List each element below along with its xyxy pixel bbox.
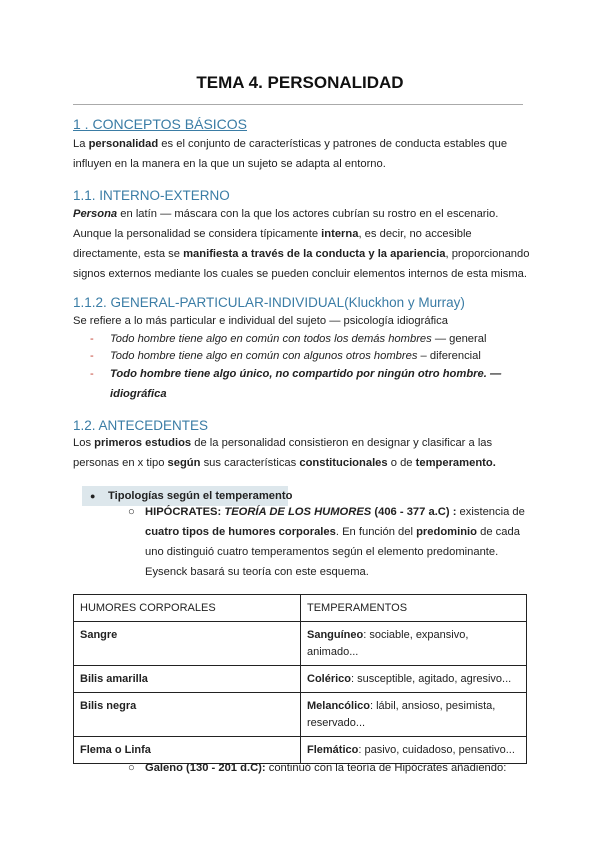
table-row xyxy=(74,622,527,666)
paragraph-hipocrates xyxy=(145,502,527,582)
page-title: TEMA 4. PERSONALIDAD xyxy=(196,73,404,92)
dash-marker: - xyxy=(90,368,94,380)
dash-marker: - xyxy=(90,350,94,362)
italic-text: Todo hombre tiene algo en común con todos los demás hombres xyxy=(110,333,432,345)
text: continuó con la teoría de Hipócrates añadiendo: xyxy=(265,762,507,774)
bold-text: Colérico xyxy=(307,673,352,685)
italic-bold-text: TEORÍA DE LOS HUMORES xyxy=(224,506,372,518)
paragraph-personalidad xyxy=(73,134,533,174)
text: sus características xyxy=(200,457,300,469)
heading-general-particular: 1.1.2. GENERAL-PARTICULAR-INDIVIDUAL(Kluckhon y Murray) xyxy=(73,295,465,310)
text: : lábil, ansioso, pesimista, reservado... xyxy=(307,700,496,729)
table-row xyxy=(74,693,527,737)
bullet-icon: ● xyxy=(90,491,96,501)
circle-bullet-icon: ○ xyxy=(128,762,135,774)
humores-table xyxy=(73,594,527,764)
bold-text: Galeno (130 - 201 d.C): xyxy=(145,762,266,774)
dash-marker: - xyxy=(90,333,94,345)
bold-text: personalidad xyxy=(88,138,159,150)
text: Los xyxy=(73,437,95,449)
paragraph-persona xyxy=(73,204,533,284)
bold-text: interna xyxy=(321,228,359,240)
heading-antecedentes: 1.2. ANTECEDENTES xyxy=(73,418,209,433)
text: existencia de xyxy=(456,506,525,518)
list-item-text xyxy=(110,364,530,404)
paragraph-idiografica: Se refiere a lo más particular e individual del sujeto — psicología idiográfica xyxy=(73,315,448,327)
bold-text: constitucionales xyxy=(299,457,388,469)
humor-cell: Bilis negra xyxy=(74,693,301,737)
table-header-row xyxy=(74,595,527,622)
bold-text: temperamento. xyxy=(415,457,496,469)
heading-conceptos-basicos: 1 . CONCEPTOS BÁSICOS xyxy=(73,116,248,132)
text: : sociable, expansivo, animado... xyxy=(307,629,469,658)
bold-text: cuatro tipos de humores corporales xyxy=(145,526,336,538)
text: en latín — máscara con la que los actores cubrían su rostro en el escenario. Aunque la personalidad se considera típicamente xyxy=(73,208,499,240)
text: — general xyxy=(431,333,487,345)
temperament-cell xyxy=(301,666,527,693)
temperament-cell xyxy=(301,693,527,737)
bold-text: Melancólico xyxy=(307,700,370,712)
bullet-tipologias: Tipologías según el temperamento xyxy=(108,490,293,502)
bold-text: Flemático xyxy=(307,744,359,756)
list-item-text xyxy=(110,346,530,366)
italic-text: Todo hombre tiene algo en común con algunos otros hombres xyxy=(110,350,418,362)
table-row xyxy=(74,666,527,693)
text: : pasivo, cuidadoso, pensativo... xyxy=(358,744,515,756)
humor-cell: Sangre xyxy=(74,622,301,666)
bold-text: Sanguíneo xyxy=(307,629,364,641)
heading-interno-externo: 1.1. INTERNO-EXTERNO xyxy=(73,188,230,203)
table-header: TEMPERAMENTOS xyxy=(301,595,527,622)
paragraph-galeno xyxy=(145,758,527,778)
bold-text: HIPÓCRATES: xyxy=(145,506,225,518)
bold-text: manifiesta a través de la conducta y la apariencia xyxy=(183,248,446,260)
temperament-cell xyxy=(301,622,527,666)
table-header: HUMORES CORPORALES xyxy=(74,595,301,622)
bold-text: según xyxy=(167,457,201,469)
humor-cell: Bilis amarilla xyxy=(74,666,301,693)
humor-cell: Flema o Linfa xyxy=(74,737,301,764)
text: de cada uno distinguió cuatro temperamentos según el elemento predominante. Eysenck basará su teoría con este esquema. xyxy=(145,526,520,578)
italic-bold-text: Todo hombre tiene algo único, no compartido por ningún otro hombre. — idiográfica xyxy=(110,368,502,400)
bold-text: predominio xyxy=(416,526,478,538)
text: : susceptible, agitado, agresivo... xyxy=(351,673,512,685)
text: La xyxy=(73,138,89,150)
text: – diferencial xyxy=(417,350,481,362)
bold-text: primeros estudios xyxy=(94,437,192,449)
text: , es decir, no accesible directamente, esta se xyxy=(73,228,472,260)
bold-text: (406 - 377 a.C) : xyxy=(371,506,457,518)
italic-bold-text: Persona xyxy=(73,208,118,220)
paragraph-primeros-estudios xyxy=(73,433,533,473)
text: de la personalidad consistieron en designar y clasificar a las personas en x tipo xyxy=(73,437,493,469)
text: o de xyxy=(387,457,416,469)
text: , proporcionando signos externos mediante los cuales se pueden concluir elementos internos de esta misma. xyxy=(73,248,530,280)
circle-bullet-icon: ○ xyxy=(128,506,135,518)
text: es el conjunto de características y patrones de conducta estables que influyen en la manera en la que un sujeto se adapta al entorno. xyxy=(73,138,508,170)
text: . En función del xyxy=(335,526,417,538)
title-divider xyxy=(73,104,523,105)
